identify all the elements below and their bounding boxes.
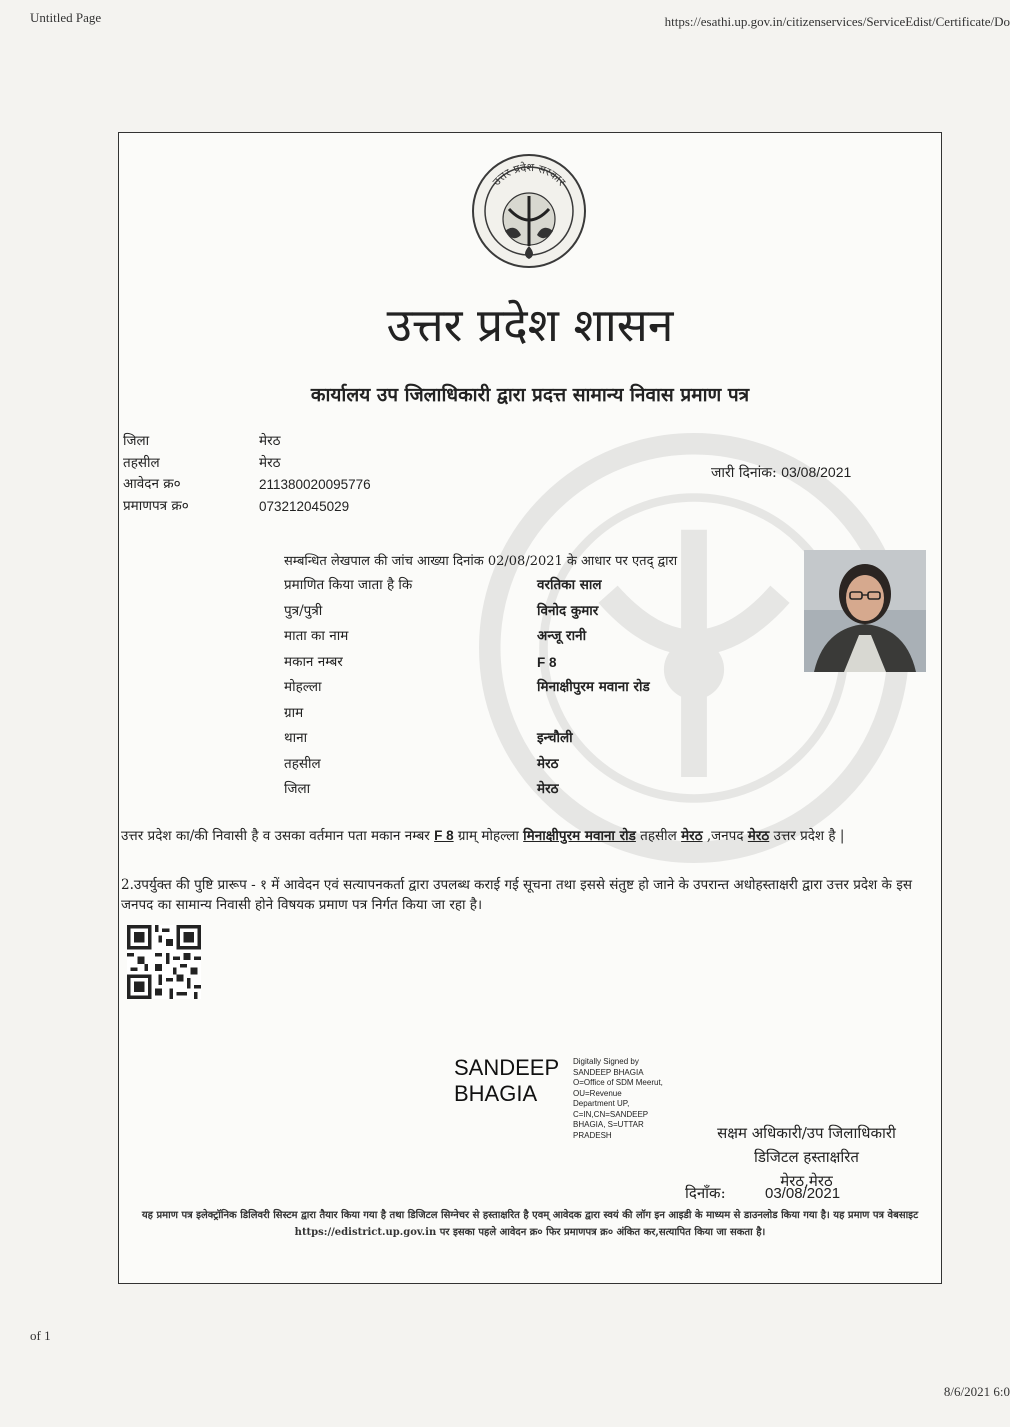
dsig-line: OU=Revenue [573, 1088, 622, 1098]
statement-locality: मिनाक्षीपुरम मवाना रोड [523, 828, 636, 844]
tehsil-value: मेरठ [259, 454, 281, 471]
resident-name: वरतिका साल [537, 577, 602, 593]
field-label: प्रमाणित किया जाता है कि [284, 577, 413, 593]
statement-text: ग्राम् मोहल्ला [453, 828, 524, 844]
dsig-line: Digitally Signed by [573, 1057, 639, 1066]
signature-date-value: 03/08/2021 [765, 1185, 841, 1202]
digital-signature-details [573, 1057, 693, 1141]
browser-url: https://esathi.up.gov.in/citizenservices/ServiceEdist/Certificate/Do [664, 14, 1010, 29]
village [537, 701, 650, 727]
statement-text: तहसील [635, 828, 682, 844]
district-label: जिला [123, 433, 150, 449]
statement-text: उत्तर प्रदेश है | [769, 828, 845, 844]
house-number: F 8 [537, 654, 557, 670]
page-count: of 1 [30, 1328, 51, 1343]
print-timestamp: 8/6/2021 6:0 [943, 1384, 1010, 1399]
statement-tehsil: मेरठ [681, 828, 703, 844]
browser-page-title: Untitled Page [30, 10, 102, 25]
svg-text:उत्तर प्रदेश सरकार: उत्तर प्रदेश सरकार [489, 160, 569, 189]
application-number-label: आवेदन क्र० [123, 476, 181, 492]
verification-footer-note: यह प्रमाण पत्र इलेक्ट्रॉनिक डिलिवरी सिस्टम द्वारा तैयार किया गया है तथा डिजिटल सिग्नेचर से हस्ताक्षरित है एवम् आवेदक द्वारा स्वयं की लॉग इन आइडी के माध्यम से डाउनलोड किया गया है। यह प्रमाण पत्र वेबसाइट https://edistrict.up.gov.in पर इसका पहले आवेदन क्र० फिर प्रमाणपत्र क्र० अंकित कर,सत्यापित किया जा सकता है। [141, 1210, 919, 1238]
signature-date [685, 1183, 840, 1203]
meta-values [259, 431, 371, 517]
parent-name: विनोद कुमार [537, 602, 599, 619]
police-station: इन्चौली [537, 730, 573, 746]
officer-location: मेरठ,मेरठ [780, 1172, 833, 1190]
verification-intro: सम्बन्धित लेखपाल की जांच आख्या दिनांक 02/08/2021 के आधार पर एतद् द्वारा [284, 554, 678, 569]
field-label: पुत्र/पुत्री [284, 602, 323, 619]
dsig-line: Department UP, [573, 1099, 630, 1108]
dsig-line: SANDEEP BHAGIA [573, 1067, 644, 1077]
dsig-line: BHAGIA, S=UTTAR [573, 1120, 644, 1129]
field-label: थाना [284, 730, 308, 746]
statement-district: मेरठ [747, 828, 770, 844]
qr-code [127, 925, 201, 999]
field-label: ग्राम [284, 704, 304, 721]
field-label: मकान नम्बर [284, 653, 343, 670]
field-label: जिला [284, 781, 311, 797]
dsig-line: C=IN,CN=SANDEEP [573, 1109, 649, 1119]
certificate-number-value: 073212045029 [259, 498, 350, 514]
mother-name: अन्जू रानी [537, 628, 587, 644]
signer-name [454, 1055, 559, 1107]
resident-field-labels [284, 573, 412, 803]
district-value: मेरठ [259, 433, 281, 449]
field-label: तहसील [284, 755, 321, 772]
signer-first-name: SANDEEP [454, 1055, 560, 1080]
issue-date-value: 03/08/2021 [781, 464, 852, 480]
certificate [118, 132, 942, 1284]
district: मेरठ [537, 781, 559, 797]
locality: मिनाक्षीपुरम मवाना रोड [537, 679, 650, 695]
field-label: मोहल्ला [284, 679, 322, 695]
field-label: माता का नाम [284, 628, 349, 644]
signature-date-label: दिनॉंक: [685, 1184, 726, 1202]
government-title: उत्तर प्रदेश शासन [386, 298, 674, 352]
meta-labels [123, 431, 189, 517]
certificate-subtitle: कार्यालय उप जिलाधिकारी द्वारा प्रदत्त सामान्य निवास प्रमाण पत्र [310, 384, 750, 406]
statement-text: उत्तर प्रदेश का/की निवासी है व उसका वर्तमान पता मकान नम्बर [121, 828, 435, 844]
officer-signed: डिजिटल हस्ताक्षरित [754, 1148, 859, 1166]
statement-text: ,जनपद [702, 828, 748, 844]
signer-last-name: BHAGIA [454, 1081, 538, 1106]
certificate-number-label: प्रमाणपत्र क्र० [123, 497, 189, 514]
application-number-value: 211380020095776 [259, 477, 371, 492]
residence-statement [121, 826, 933, 846]
confirmation-statement: 2.उपर्युक्त की पुष्टि प्रारूप - १ में आवेदन एवं सत्यापनकर्ता द्वारा उपलब्ध कराई गई सूचना तथा इससे संतुष्ट हो जाने के उपरान्त अधोहस्ताक्षरी द्वारा उत्तर प्रदेश के इस जनपद का सामान्य निवासी होने विषयक प्रमाण पत्र निर्गत किया जा रहा है। [121, 877, 912, 913]
issue-date-label: जारी दिनांक: [711, 465, 777, 481]
statement-house-number: F 8 [434, 828, 454, 843]
issue-date [711, 463, 851, 482]
dsig-line: PRADESH [573, 1130, 612, 1140]
applicant-photo [804, 550, 926, 672]
resident-field-values [537, 573, 650, 803]
officer-title: सक्षम अधिकारी/उप जिलाधिकारी [717, 1124, 896, 1142]
up-government-emblem-icon [469, 151, 589, 271]
tehsil: मेरठ [537, 755, 559, 772]
dsig-line: O=Office of SDM Meerut, [573, 1078, 663, 1087]
tehsil-label: तहसील [123, 454, 160, 471]
